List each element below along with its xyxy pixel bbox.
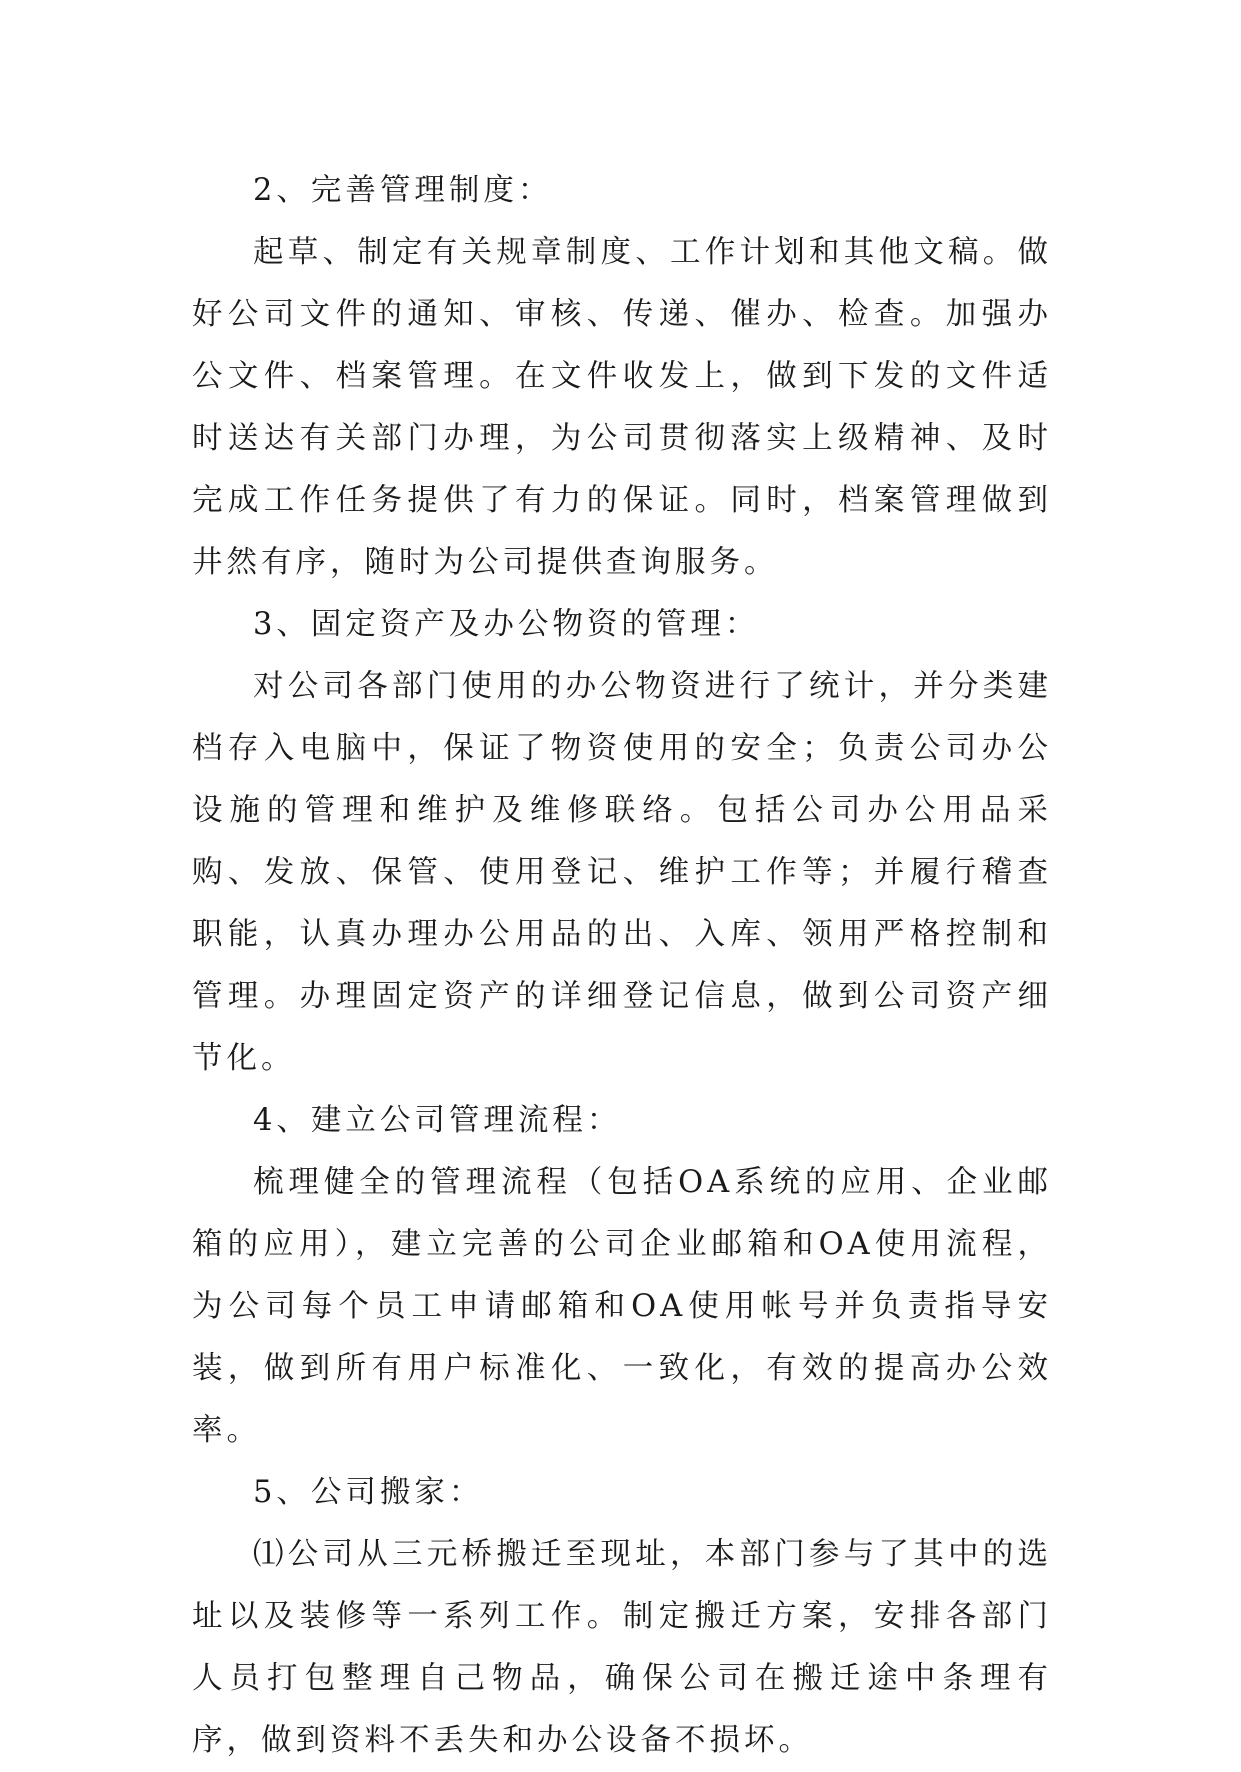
section-heading-2: 2、完善管理制度：: [253, 173, 553, 208]
body-paragraph: ⑴公司从三元桥搬迁至现址，本部门参与了其中的选址以及装修等一系列工作。制定搬迁方案，安排各部门人员打包整理自己物品，确保公司在搬迁途中条理有序，做到资料不丢失和办公设备不损坏。: [192, 1537, 1052, 1758]
body-paragraph: 梳理健全的管理流程（包括OA系统的应用、企业邮箱的应用），建立完善的公司企业邮箱和OA使用流程，为公司每个员工申请邮箱和OA使用帐号并负责指导安装，做到所有用户标准化、一致化，有效的提高办公效率。: [192, 1165, 1052, 1448]
section-heading-5: 5、公司搬家：: [253, 1475, 484, 1510]
section-heading-3: 3、固定资产及办公物资的管理：: [253, 607, 760, 642]
section-heading-4: 4、建立公司管理流程：: [253, 1103, 622, 1138]
document-body: [192, 160, 1052, 1772]
body-paragraph: 对公司各部门使用的办公物资进行了统计，并分类建档存入电脑中，保证了物资使用的安全；负责公司办公设施的管理和维护及维修联络。包括公司办公用品采购、发放、保管、使用登记、维护工作等；并履行稽查职能，认真办理办公用品的出、入库、领用严格控制和管理。办理固定资产的详细登记信息，做到公司资产细节化。: [192, 669, 1052, 1076]
body-paragraph: 起草、制定有关规章制度、工作计划和其他文稿。做好公司文件的通知、审核、传递、催办、检查。加强办公文件、档案管理。在文件收发上，做到下发的文件适时送达有关部门办理，为公司贯彻落实上级精神、及时完成工作任务提供了有力的保证。同时，档案管理做到井然有序，随时为公司提供查询服务。: [192, 235, 1052, 580]
